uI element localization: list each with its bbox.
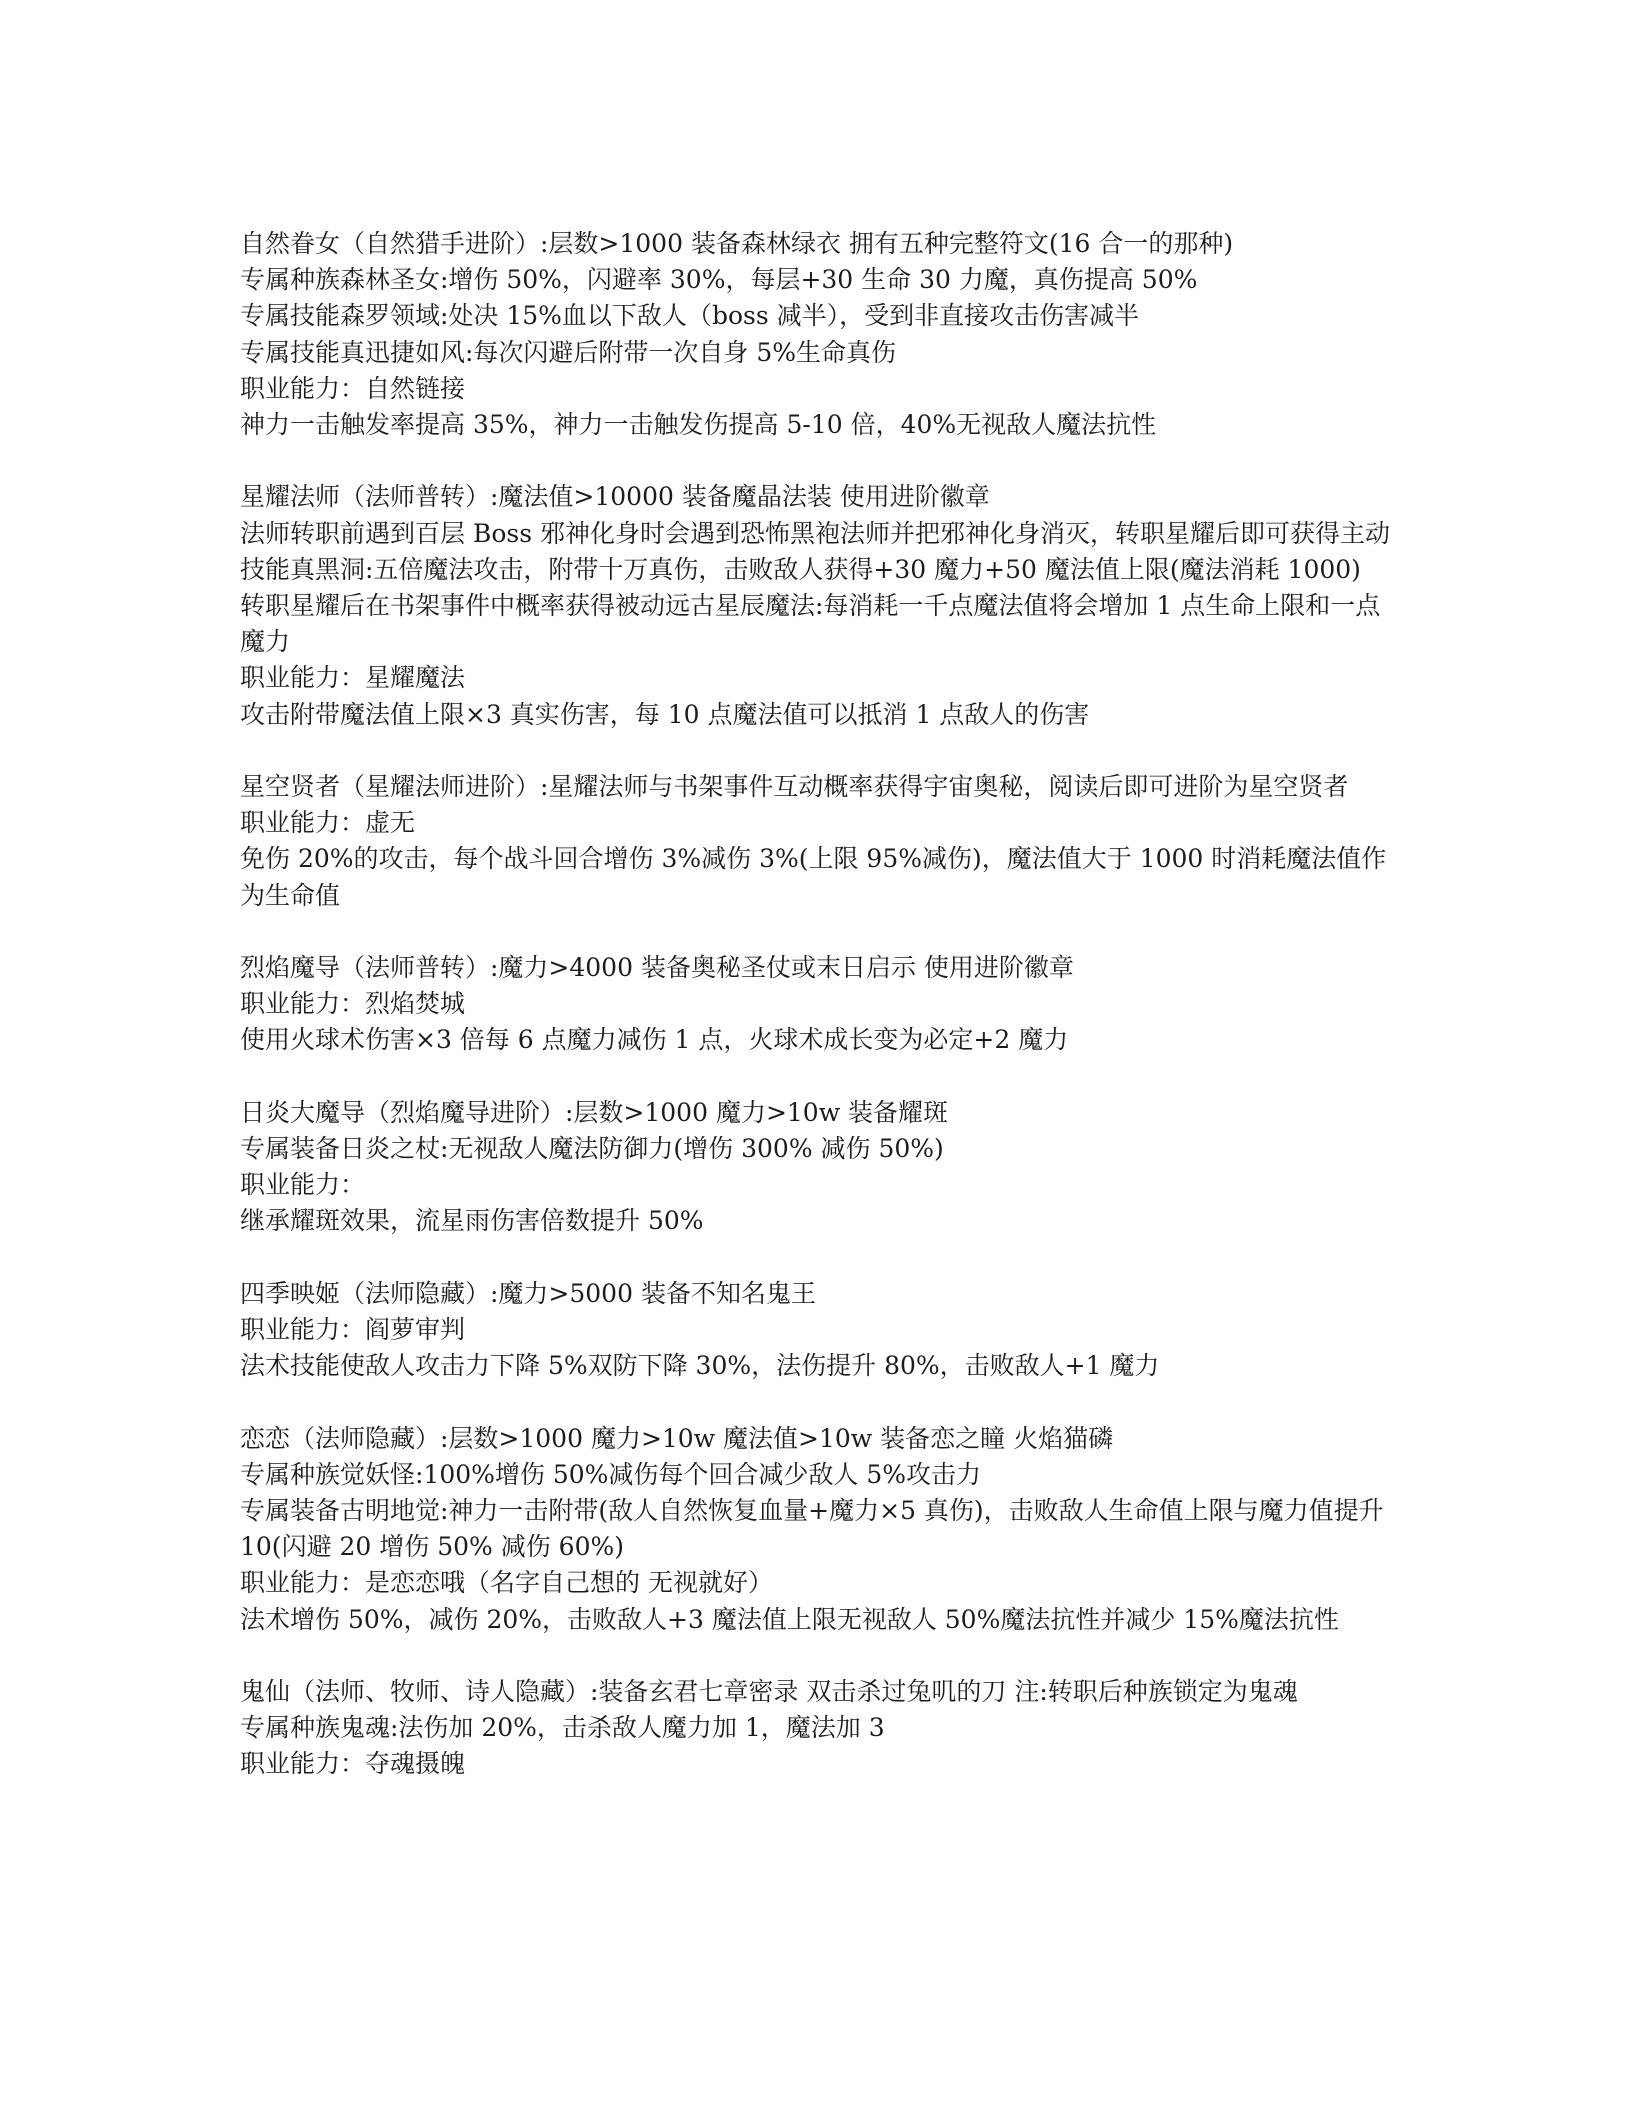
section — [240, 769, 1400, 914]
text-line: 职业能力：星耀魔法 — [240, 663, 466, 693]
text-line: 星空贤者（星耀法师进阶）:星耀法师与书架事件互动概率获得宇宙奥秘，阅读后即可进阶为星空贤者 — [240, 772, 1349, 802]
text-line: 攻击附带魔法值上限×3 真实伤害，每 10 点魔法值可以抵消 1 点敌人的伤害 — [240, 699, 1090, 729]
text-line: 职业能力：是恋恋哦（名字自己想的 无视就好） — [240, 1568, 773, 1598]
section — [240, 1421, 1400, 1638]
text-line: 职业能力：自然链接 — [240, 373, 466, 403]
text-line: 日炎大魔导（烈焰魔导进阶）:层数>1000 魔力>10w 装备耀斑 — [240, 1097, 949, 1127]
section — [240, 950, 1400, 1059]
text-line: 转职星耀后在书架事件中概率获得被动远古星辰魔法:每消耗一千点魔法值将会增加 1 点生命上限和一点魔力 — [240, 591, 1381, 657]
text-line: 专属装备古明地觉:神力一击附带(敌人自然恢复血量+魔力×5 真伤)，击败敌人生命值上限与魔力值提升 10(闪避 20 增伤 50% 减伤 60%) — [240, 1496, 1384, 1562]
text-line: 自然眷女（自然猎手进阶）:层数>1000 装备森林绿衣 拥有五种完整符文(16 合一的那种) — [240, 229, 1234, 258]
text-line: 神力一击触发率提高 35%，神力一击触发伤提高 5-10 倍，40%无视敌人魔法抗性 — [240, 410, 1157, 440]
text-line: 职业能力： — [240, 1170, 366, 1200]
section — [240, 1276, 1400, 1385]
text-line: 免伤 20%的攻击，每个战斗回合增伤 3%减伤 3%(上限 95%减伤)，魔法值大于 1000 时消耗魔法值作为生命值 — [240, 844, 1387, 910]
text-line: 专属种族鬼魂:法伤加 20%，击杀敌人魔力加 1，魔法加 3 — [240, 1713, 885, 1743]
text-line: 专属技能森罗领域:处决 15%血以下敌人（boss 减半），受到非直接攻击伤害减半 — [240, 301, 1140, 331]
text-line: 职业能力：烈焰焚城 — [240, 989, 466, 1019]
text-line: 继承耀斑效果，流星雨伤害倍数提升 50% — [240, 1206, 704, 1236]
text-line: 恋恋（法师隐藏）:层数>1000 魔力>10w 魔法值>10w 装备恋之瞳 火焰猫磷 — [240, 1423, 1114, 1453]
text-line: 职业能力：夺魂摄魄 — [240, 1749, 466, 1779]
text-line: 星耀法师（法师普转）:魔法值>10000 装备魔晶法装 使用进阶徽章 — [240, 482, 990, 512]
text-line: 职业能力：阎萝审判 — [240, 1315, 466, 1345]
text-line: 职业能力：虚无 — [240, 808, 416, 838]
text-line: 法术技能使敌人攻击力下降 5%双防下降 30%，法伤提升 80%，击败敌人+1 魔力 — [240, 1351, 1160, 1381]
text-line: 烈焰魔导（法师普转）:魔力>4000 装备奥秘圣仗或末日启示 使用进阶徽章 — [240, 953, 1074, 983]
text-line: 专属技能真迅捷如风:每次闪避后附带一次自身 5%生命真伤 — [240, 337, 897, 367]
document-body — [240, 226, 1400, 1819]
section — [240, 479, 1400, 732]
text-line: 鬼仙（法师、牧师、诗人隐藏）:装备玄君七章密录 双击杀过兔叽的刀 注:转职后种族锁定为鬼魂 — [240, 1677, 1298, 1707]
section — [240, 226, 1400, 443]
text-line: 四季映姬（法师隐藏）:魔力>5000 装备不知名鬼王 — [240, 1278, 816, 1308]
text-line: 专属装备日炎之杖:无视敌人魔法防御力(增伤 300% 减伤 50%) — [240, 1134, 944, 1164]
section — [240, 1674, 1400, 1783]
text-line: 使用火球术伤害×3 倍每 6 点魔力减伤 1 点，火球术成长变为必定+2 魔力 — [240, 1025, 1069, 1055]
section — [240, 1095, 1400, 1240]
text-line: 专属种族觉妖怪:100%增伤 50%减伤每个回合减少敌人 5%攻击力 — [240, 1459, 982, 1489]
text-line: 法术增伤 50%，减伤 20%，击败敌人+3 魔法值上限无视敌人 50%魔法抗性并减少 15%魔法抗性 — [240, 1604, 1339, 1634]
text-line: 专属种族森林圣女:增伤 50%，闪避率 30%，每层+30 生命 30 力魔，真伤提高 50% — [240, 265, 1198, 295]
text-line: 法师转职前遇到百层 Boss 邪神化身时会遇到恐怖黑袍法师并把邪神化身消灭，转职星耀后即可获得主动技能真黑洞:五倍魔法攻击，附带十万真伤，击败敌人获得+30 魔力+50 魔法值上限(魔法消耗 1000) — [240, 518, 1390, 584]
